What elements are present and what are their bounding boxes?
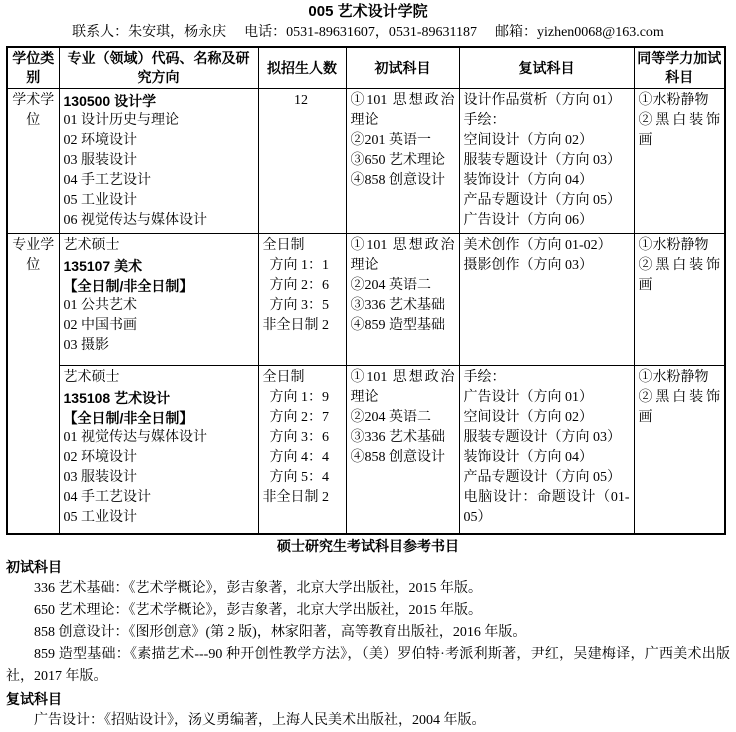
reference-item: 858 创意设计：《图形创意》(第 2 版)，林家阳著，高等教育出版社，2016 年版。 xyxy=(34,624,527,640)
reference-books-section xyxy=(6,537,730,732)
table-header-row xyxy=(7,47,725,89)
program-direction: 04 手工艺设计 xyxy=(63,173,151,188)
enrollment-line: 方向 1：1 xyxy=(269,258,329,273)
cell-program xyxy=(59,234,258,366)
program-code-name: 135108 艺术设计 xyxy=(63,390,171,406)
retest-subject: 设计作品赏析（方向 01） xyxy=(463,93,621,108)
program-direction: 02 中国书画 xyxy=(63,318,137,333)
initial-exam-subject: ④859 造型基础 xyxy=(350,318,445,333)
initial-exam-subject: ③336 艺术基础 xyxy=(350,298,445,313)
retest-subject: 摄影创作（方向 03） xyxy=(463,258,593,273)
additional-exam-subject: ①水粉静物 xyxy=(638,238,709,253)
initial-exam-subject: ①101 思想政治理论 xyxy=(350,93,455,128)
enrollment-line: 方向 3：6 xyxy=(269,430,329,445)
program-direction: 03 服装设计 xyxy=(63,470,137,485)
retest-subject: 服装专题设计（方向 03） xyxy=(463,430,621,445)
cell-initial-exam xyxy=(346,366,459,534)
additional-exam-subject: ②黑白装饰画 xyxy=(638,390,720,425)
retest-subject: 美术创作（方向 01-02） xyxy=(463,238,612,253)
enrollment-count: 12 xyxy=(294,93,308,108)
enrollment-line: 方向 2：6 xyxy=(269,278,329,293)
column-header-initial-exam: 初试科目 xyxy=(346,47,459,89)
admissions-table xyxy=(6,46,726,535)
program-direction: 03 服装设计 xyxy=(63,153,137,168)
cell-degree-type: 专业学位 xyxy=(7,234,59,534)
enrollment-line: 方向 1：9 xyxy=(269,390,329,405)
cell-additional-exam xyxy=(634,89,725,234)
cell-program xyxy=(59,366,258,534)
program-code-name: 130500 设计学 xyxy=(63,93,157,109)
initial-exam-subject: ②201 英语一 xyxy=(350,133,431,148)
retest-subject: 装饰设计（方向 04） xyxy=(463,173,593,188)
contact-email: 邮箱：yizhen0068@163.com xyxy=(494,25,664,40)
program-direction: 02 环境设计 xyxy=(63,450,137,465)
cell-degree-type: 学术学位 xyxy=(7,89,59,234)
program-mode: 【全日制/非全日制】 xyxy=(63,278,194,294)
enrollment-line: 非全日制 2 xyxy=(262,490,329,505)
column-header-additional-exam: 同等学力加试科目 xyxy=(634,47,725,89)
cell-enrollment xyxy=(258,366,346,534)
initial-exam-subject: ②204 英语二 xyxy=(350,278,431,293)
initial-exam-subject: ③336 艺术基础 xyxy=(350,430,445,445)
reference-item: 859 造型基础：《素描艺术---90 种开创性教学方法》，（美）罗伯特·考派利斯著，尹红，吴建梅译，广西美术出版社，2017 年版。 xyxy=(6,646,730,684)
retest-subject: 装饰设计（方向 04） xyxy=(463,450,593,465)
initial-exam-subject: ④858 创意设计 xyxy=(350,450,445,465)
cell-initial-exam xyxy=(346,89,459,234)
program-direction: 05 工业设计 xyxy=(63,193,137,208)
cell-additional-exam xyxy=(634,234,725,366)
retest-subject: 服装专题设计（方向 03） xyxy=(463,153,621,168)
initial-exam-heading: 初试科目 xyxy=(6,558,62,575)
additional-exam-subject: ②黑白装饰画 xyxy=(638,113,720,148)
cell-retest xyxy=(459,89,634,234)
initial-exam-subject: ①101 思想政治理论 xyxy=(350,238,455,273)
program-degree-kind: 艺术硕士 xyxy=(63,238,120,253)
cell-additional-exam xyxy=(634,366,725,534)
enrollment-line: 方向 3：5 xyxy=(269,298,329,313)
reference-item: 广告设计：《招贴设计》，汤义勇编著，上海人民美术出版社，2004 年版。 xyxy=(34,712,486,728)
contact-phone: 电话：0531-89631607，0531-89631187 xyxy=(244,25,477,40)
enrollment-line: 全日制 xyxy=(262,238,305,253)
contact-line xyxy=(0,22,736,44)
cell-initial-exam xyxy=(346,234,459,366)
column-header-retest: 复试科目 xyxy=(459,47,634,89)
program-degree-kind: 艺术硕士 xyxy=(63,370,120,385)
cell-retest xyxy=(459,234,634,366)
column-header-program: 专业（领域）代码、名称及研究方向 xyxy=(59,47,258,89)
table-row-design-academic xyxy=(7,89,725,234)
retest-subject: 广告设计（方向 06） xyxy=(463,213,593,228)
retest-subject: 广告设计（方向 01） xyxy=(463,390,593,405)
program-direction: 04 手工艺设计 xyxy=(63,490,151,505)
program-direction: 02 环境设计 xyxy=(63,133,137,148)
cell-retest xyxy=(459,366,634,534)
cell-enrollment xyxy=(258,234,346,366)
program-direction: 06 视觉传达与媒体设计 xyxy=(63,213,207,228)
enrollment-line: 方向 4：4 xyxy=(269,450,329,465)
table-row-fine-arts-professional xyxy=(7,234,725,366)
reference-item: 650 艺术理论：《艺术学概论》，彭吉象著，北京大学出版社，2015 年版。 xyxy=(34,602,482,618)
contact-person: 联系人：朱安琪，杨永庆 xyxy=(72,25,227,40)
additional-exam-subject: ①水粉静物 xyxy=(638,93,709,108)
enrollment-line: 方向 5：4 xyxy=(269,470,329,485)
enrollment-line: 方向 2：7 xyxy=(269,410,329,425)
retest-subject: 空间设计（方向 02） xyxy=(463,410,593,425)
table-row-art-design-professional xyxy=(7,366,725,534)
reference-books-title: 硕士研究生考试科目参考书目 xyxy=(277,537,459,554)
program-code-name: 135107 美术 xyxy=(63,258,143,274)
reference-item: 336 艺术基础：《艺术学概论》，彭吉象著，北京大学出版社，2015 年版。 xyxy=(34,580,482,596)
program-direction: 05 工业设计 xyxy=(63,510,137,525)
program-direction: 01 公共艺术 xyxy=(63,298,137,313)
retest-subject: 电脑设计：命题设计（01-05） xyxy=(463,490,630,525)
enrollment-line: 全日制 xyxy=(262,370,305,385)
additional-exam-subject: ②黑白装饰画 xyxy=(638,258,720,293)
initial-exam-subject: ④858 创意设计 xyxy=(350,173,445,188)
column-header-enrollment: 拟招生人数 xyxy=(258,47,346,89)
retest-subject: 手绘： xyxy=(463,370,506,385)
additional-exam-subject: ①水粉静物 xyxy=(638,370,709,385)
program-direction: 03 摄影 xyxy=(63,338,109,353)
program-mode: 【全日制/非全日制】 xyxy=(63,410,194,426)
retest-heading: 复试科目 xyxy=(6,690,62,707)
retest-subject: 手绘： xyxy=(463,113,506,128)
initial-exam-subject: ③650 艺术理论 xyxy=(350,153,445,168)
initial-exam-subject: ②204 英语二 xyxy=(350,410,431,425)
page-title: 005 艺术设计学院 xyxy=(308,3,428,20)
retest-subject: 产品专题设计（方向 05） xyxy=(463,193,621,208)
program-direction: 01 设计历史与理论 xyxy=(63,113,179,128)
cell-enrollment xyxy=(258,89,346,234)
initial-exam-subject: ①101 思想政治理论 xyxy=(350,370,455,405)
enrollment-line: 非全日制 2 xyxy=(262,318,329,333)
retest-subject: 产品专题设计（方向 05） xyxy=(463,470,621,485)
retest-subject: 空间设计（方向 02） xyxy=(463,133,593,148)
column-header-degree-type: 学位类别 xyxy=(7,47,59,89)
cell-program xyxy=(59,89,258,234)
program-direction: 01 视觉传达与媒体设计 xyxy=(63,430,207,445)
